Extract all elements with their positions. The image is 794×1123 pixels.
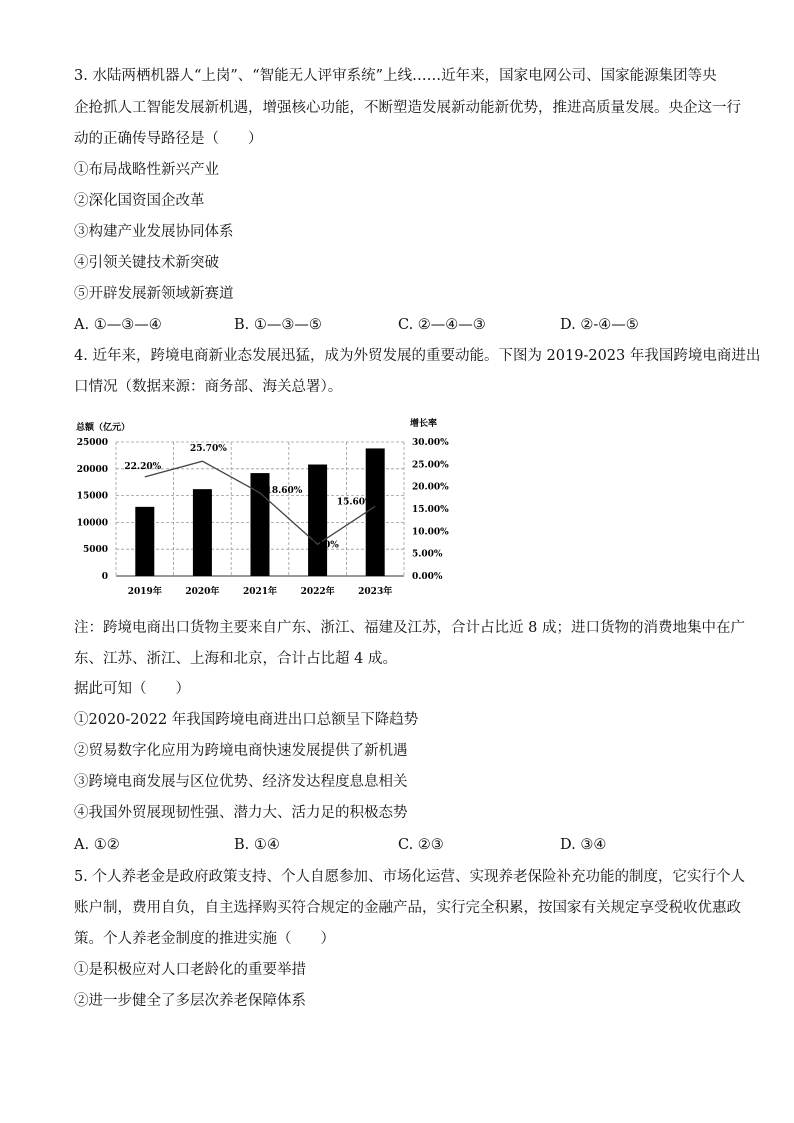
y-tick-label: 10000 <box>76 518 108 529</box>
y-tick-label: 15000 <box>76 491 108 502</box>
q5-stem-line-2: 账户制，费用自负，自主选择购买符合规定的金融产品，实行完全积累，按国家有关规定享受税收优惠政 <box>74 900 741 916</box>
q3-item-1: ①布局战略性新兴产业 <box>74 162 219 178</box>
q4-note-line-1: 注：跨境电商出口货物主要来自广东、浙江、福建及江苏，合计占比近 8 成；进口货物的消费地集中在广 <box>74 620 745 636</box>
chart-bars <box>135 448 384 576</box>
chart-svg <box>74 412 464 608</box>
y2-tick-label: 10.00% <box>412 527 449 538</box>
q4-option-b[interactable]: B. ①④ <box>234 837 280 853</box>
data-label: 25.70% <box>190 444 227 455</box>
q3-item-4: ④引领关键技术新突破 <box>74 255 219 271</box>
q3-stem-line-1: 3. 水陆两栖机器人“上岗”、“智能无人评审系统”上线……近年来，国家电网公司、国家能源集团等央 <box>74 68 717 84</box>
q3-option-a[interactable]: A. ①—③—④ <box>74 317 162 333</box>
q5-stem-line-3: 策。个人养老金制度的推进实施（ ） <box>74 931 335 947</box>
q4-note-line-2: 东、江苏、浙江、上海和北京，合计占比超 4 成。 <box>74 651 397 667</box>
x-tick-label: 2020年 <box>185 587 220 597</box>
data-label: 22.20% <box>124 461 162 472</box>
q4-item-3: ③跨境电商发展与区位优势、经济发达程度息息相关 <box>74 774 408 790</box>
q5-stem-line-1: 5. 个人养老金是政府政策支持、个人自愿参加、市场化运营、实现养老保险补充功能的制度，它实行个人 <box>74 869 745 885</box>
y2-tick-label: 0.00% <box>412 572 443 582</box>
q3-options <box>74 315 734 335</box>
y2-tick-label: 30.00% <box>412 438 449 448</box>
q4-stem-line-1: 4. 近年来，跨境电商新业态发展迅猛，成为外贸发展的重要动能。下图为 2019-2023 年我国跨境电商进出 <box>74 348 761 364</box>
q4-item-2: ②贸易数字化应用为跨境电商快速发展提供了新机遇 <box>74 743 408 759</box>
x-tick-label: 2023年 <box>358 587 393 597</box>
q3-option-c[interactable]: C. ②—④—③ <box>398 317 486 333</box>
q3-option-d[interactable]: D. ②-④—⑤ <box>560 317 639 333</box>
q5-item-2: ②进一步健全了多层次养老保障体系 <box>74 993 306 1009</box>
x-tick-label: 2022年 <box>300 587 335 597</box>
data-bar <box>366 448 385 576</box>
y-tick-label: 25000 <box>76 438 108 448</box>
chart-line <box>124 444 375 550</box>
x-tick-label: 2019年 <box>127 587 162 597</box>
data-label: 15.60% <box>336 497 374 508</box>
q4-options <box>74 835 734 855</box>
data-label: 7.10% <box>308 540 339 551</box>
y2-tick-label: 15.00% <box>412 505 449 515</box>
y-tick-label: 20000 <box>76 464 108 475</box>
data-bar <box>308 465 327 576</box>
x-tick-label: 2021年 <box>242 587 278 597</box>
q5-item-1: ①是积极应对人口老龄化的重要举措 <box>74 962 306 978</box>
q4-option-c[interactable]: C. ②③ <box>398 837 444 853</box>
q3-option-b[interactable]: B. ①—③—⑤ <box>234 317 322 333</box>
q3-item-3: ③构建产业发展协同体系 <box>74 224 234 240</box>
data-label: 18.60% <box>265 485 303 496</box>
y2-tick-label: 25.00% <box>412 460 449 471</box>
y2-tick-label: 5.00% <box>412 549 443 560</box>
data-bar <box>135 507 154 576</box>
y-tick-label: 5000 <box>82 545 108 556</box>
trade-chart <box>74 412 464 608</box>
q4-option-d[interactable]: D. ③④ <box>560 837 607 853</box>
q3-stem-line-2: 企抢抓人工智能发展新机遇，增强核心功能，不断塑造发展新动能新优势，推进高质量发展。央企这一行 <box>74 100 741 116</box>
q4-stem-line-2: 口情况（数据来源：商务部、海关总署）。 <box>74 379 343 395</box>
y-axis-label: 总额（亿元） <box>76 423 131 433</box>
q3-item-5: ⑤开辟发展新领域新赛道 <box>74 286 234 302</box>
y2-tick-label: 20.00% <box>412 482 449 493</box>
q4-item-4: ④我国外贸展现韧性强、潜力大、活力足的积极态势 <box>74 805 408 821</box>
y2-axis-label: 增长率 <box>410 419 438 429</box>
q4-item-1: ①2020-2022 年我国跨境电商进出口总额呈下降趋势 <box>74 712 419 728</box>
q4-option-a[interactable]: A. ①② <box>74 837 120 853</box>
data-bar <box>193 489 212 576</box>
q3-item-2: ②深化国资国企改革 <box>74 193 205 209</box>
q4-prompt: 据此可知（ ） <box>74 681 190 697</box>
y-tick-label: 0 <box>101 572 108 582</box>
q3-stem-line-3: 动的正确传导路径是（ ） <box>74 131 263 147</box>
